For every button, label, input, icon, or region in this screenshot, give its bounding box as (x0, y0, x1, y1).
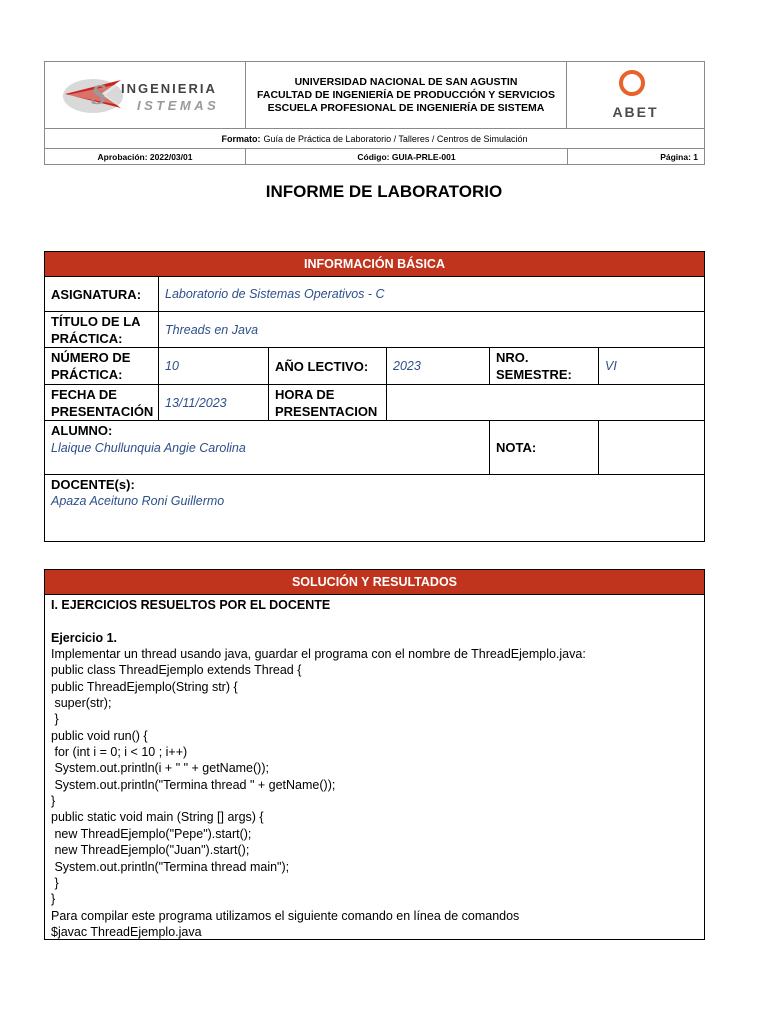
hora-label: HORA DE PRESENTACION (269, 385, 387, 420)
anio-value: 2023 (387, 348, 490, 384)
code-line: for (int i = 0; i < 10 ; i++) (51, 745, 188, 760)
nota-label: NOTA: (490, 421, 599, 474)
basic-info-heading: INFORMACIÓN BÁSICA (45, 252, 704, 277)
row-fecha (45, 385, 704, 421)
code-line: new ThreadEjemplo("Pepe").start(); (51, 826, 252, 841)
hora-value (387, 385, 704, 420)
row-asignatura (45, 277, 704, 312)
solution-body (45, 595, 704, 942)
solution-heading: SOLUCIÓN Y RESULTADOS (45, 570, 704, 595)
header-top-row (45, 62, 704, 129)
faculty-logo (45, 62, 246, 128)
page-number: Página: 1 (567, 149, 704, 164)
logo-line2: ISTEMAS (137, 98, 220, 113)
section-heading: I. EJERCICIOS RESUELTOS POR EL DOCENTE (51, 598, 331, 612)
ingenieria-sistemas-logo-icon (61, 74, 236, 116)
row-numero (45, 348, 704, 385)
approval-date: Aprobación: 2022/03/01 (45, 149, 246, 164)
code-line: public static void main (String [] args) { (51, 810, 264, 825)
alumno-label: ALUMNO: (51, 423, 113, 438)
titulo-value: Threads en Java (165, 322, 259, 337)
code-line: public class ThreadEjemplo extends Thread { (51, 663, 302, 678)
document-code: Código: GUIA-PRLE-001 (357, 151, 456, 162)
exercise-heading: Ejercicio 1. (51, 630, 118, 645)
alumno-value: Llaique Chullunquia Angie Carolina (51, 441, 246, 455)
format-row (45, 129, 704, 149)
code-line: public void run() { (51, 728, 148, 743)
code-line: } (51, 875, 59, 890)
titulo-label: TÍTULO DE LA PRÁCTICA: (45, 312, 159, 347)
faculty-name: FACULTAD DE INGENIERÍA DE PRODUCCIÓN Y SERVICIOS (257, 88, 555, 101)
document-header (44, 61, 705, 165)
code-line: } (51, 892, 56, 907)
approval-row (45, 149, 704, 164)
logo-letter: S (91, 80, 107, 111)
alumno-cell (45, 421, 490, 474)
row-docente (45, 475, 704, 541)
row-titulo (45, 312, 704, 348)
code-line: Implementar un thread usando java, guardar el programa con el nombre de ThreadEjemplo.java: (51, 647, 586, 662)
university-block (246, 62, 566, 128)
code-line: new ThreadEjemplo("Juan").start(); (51, 843, 250, 858)
code-line: System.out.println(i + " " + getName()); (51, 761, 269, 776)
fecha-value: 13/11/2023 (159, 385, 269, 420)
semestre-label: NRO. SEMESTRE: (490, 348, 599, 384)
asignatura-label: ASIGNATURA: (45, 277, 159, 311)
code-line: $javac ThreadEjemplo.java (51, 924, 202, 939)
basic-info-table (44, 251, 705, 542)
code-line: super(str); (51, 696, 112, 711)
code-line: Para compilar este programa utilizamos el siguiente comando en línea de comandos (51, 908, 520, 923)
spacer (51, 613, 698, 629)
anio-label: AÑO LECTIVO: (269, 348, 387, 384)
fecha-label: FECHA DE PRESENTACIÓN (45, 385, 159, 420)
docente-cell (45, 475, 704, 541)
numero-label: NÚMERO DE PRÁCTICA: (45, 348, 159, 384)
school-name: ESCUELA PROFESIONAL DE INGENIERÍA DE SISTEMA (267, 101, 545, 114)
page-title: INFORME DE LABORATORIO (265, 182, 503, 201)
code-line: } (51, 712, 59, 727)
nota-value (599, 421, 704, 474)
code-line: System.out.println("Termina thread main"); (51, 859, 290, 874)
asignatura-value: Laboratorio de Sistemas Operativos - C (165, 287, 385, 301)
docente-label: DOCENTE(s): (51, 477, 135, 492)
abet-ring-icon (619, 70, 645, 96)
code-line: System.out.println("Termina thread " + getName()); (51, 777, 336, 792)
format-label: Formato: (221, 133, 261, 144)
format-value: Guía de Práctica de Laboratorio / Talleres / Centros de Simulación (263, 133, 528, 144)
logo-line1: INGENIERIA (121, 81, 217, 96)
abet-label: ABET (612, 104, 659, 120)
university-name: UNIVERSIDAD NACIONAL DE SAN AGUSTIN (294, 75, 518, 88)
docente-value: Apaza Aceituno Roni Guillermo (51, 494, 225, 508)
abet-logo (566, 62, 704, 128)
semestre-value: VI (605, 359, 617, 373)
solution-section (44, 569, 705, 940)
code-line: } (51, 794, 56, 809)
code-line: public ThreadEjemplo(String str) { (51, 679, 238, 694)
numero-value: 10 (159, 348, 269, 384)
row-alumno (45, 421, 704, 475)
